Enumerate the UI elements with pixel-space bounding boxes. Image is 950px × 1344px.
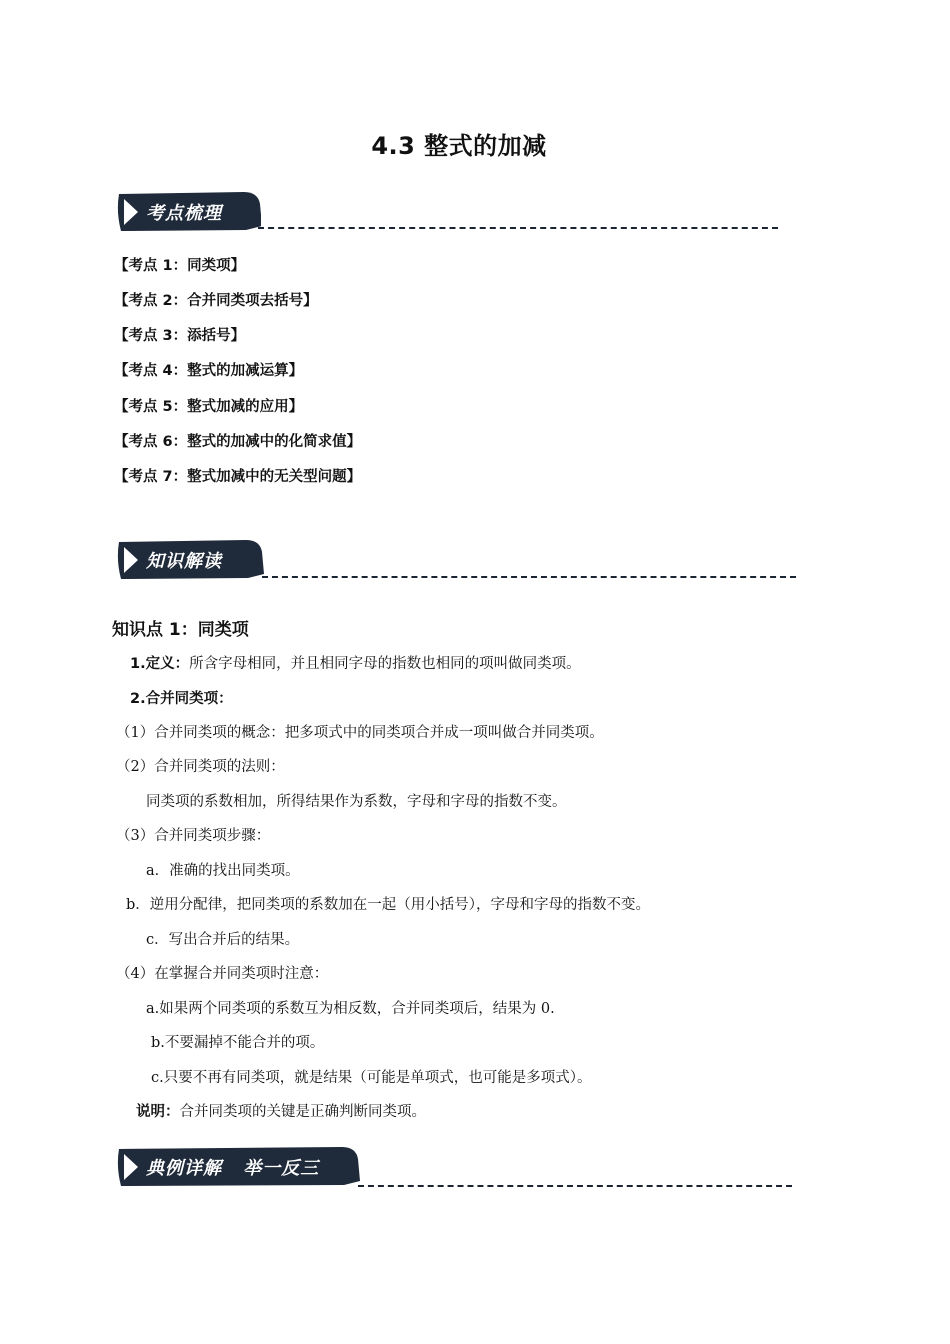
definition-text: 所含字母相同，并且相同字母的指数也相同的项叫做同类项。 (189, 656, 581, 672)
list-item: c.只要不再有同类项，就是结果（可能是单项式，也可能是多项式）。 (151, 1070, 592, 1086)
list-item: a.如果两个同类项的系数互为相反数，合并同类项后，结果为 0. (146, 1001, 555, 1017)
kaodian-item: 【考点 2：合并同类项去括号】 (114, 293, 318, 309)
section-banner-kaodian (116, 190, 261, 234)
definition-line (130, 652, 581, 673)
note-text: 合并同类项的关键是正确判断同类项。 (179, 1104, 426, 1120)
banner-label: 考点梳理 (146, 203, 222, 224)
kaodian-item: 【考点 6：整式的加减中的化简求值】 (114, 434, 362, 450)
paragraph: （3）合并同类项步骤： (116, 828, 271, 844)
section-divider (358, 1185, 792, 1187)
banner-label: 典例详解 举一反三 (146, 1158, 320, 1179)
paragraph: （4）在掌握合并同类项时注意： (116, 966, 329, 982)
section-heading: 知识点 1：同类项 (112, 620, 249, 640)
kaodian-item: 【考点 7：整式加减中的无关型问题】 (114, 469, 362, 485)
kaodian-item: 【考点 5：整式加减的应用】 (114, 399, 304, 415)
paragraph: 同类项的系数相加，所得结果作为系数，字母和字母的指数不变。 (146, 794, 567, 810)
definition-label: 1.定义： (130, 656, 190, 672)
banner-label: 知识解读 (146, 551, 222, 572)
section-banner-dianli (116, 1145, 360, 1189)
section-divider (262, 576, 796, 578)
section-divider (258, 227, 778, 229)
paragraph: （1）合并同类项的概念：把多项式中的同类项合并成一项叫做合并同类项。 (116, 725, 604, 741)
paragraph: （2）合并同类项的法则： (116, 759, 285, 775)
note-line (136, 1100, 426, 1121)
list-item: b．逆用分配律，把同类项的系数加在一起（用小括号），字母和字母的指数不变。 (126, 897, 651, 913)
kaodian-item: 【考点 3：添括号】 (114, 328, 246, 344)
kaodian-item: 【考点 4：整式的加减运算】 (114, 363, 304, 379)
merge-label: 2.合并同类项： (130, 691, 233, 707)
list-item: b.不要漏掉不能合并的项。 (151, 1035, 325, 1051)
note-label: 说明： (136, 1104, 180, 1120)
list-item: c．写出合并后的结果。 (146, 932, 300, 948)
list-item: a．准确的找出同类项。 (146, 863, 300, 879)
kaodian-item: 【考点 1：同类项】 (114, 258, 246, 274)
page-title: 4.3 整式的加减 (371, 132, 547, 160)
section-banner-zhishi (116, 538, 264, 582)
